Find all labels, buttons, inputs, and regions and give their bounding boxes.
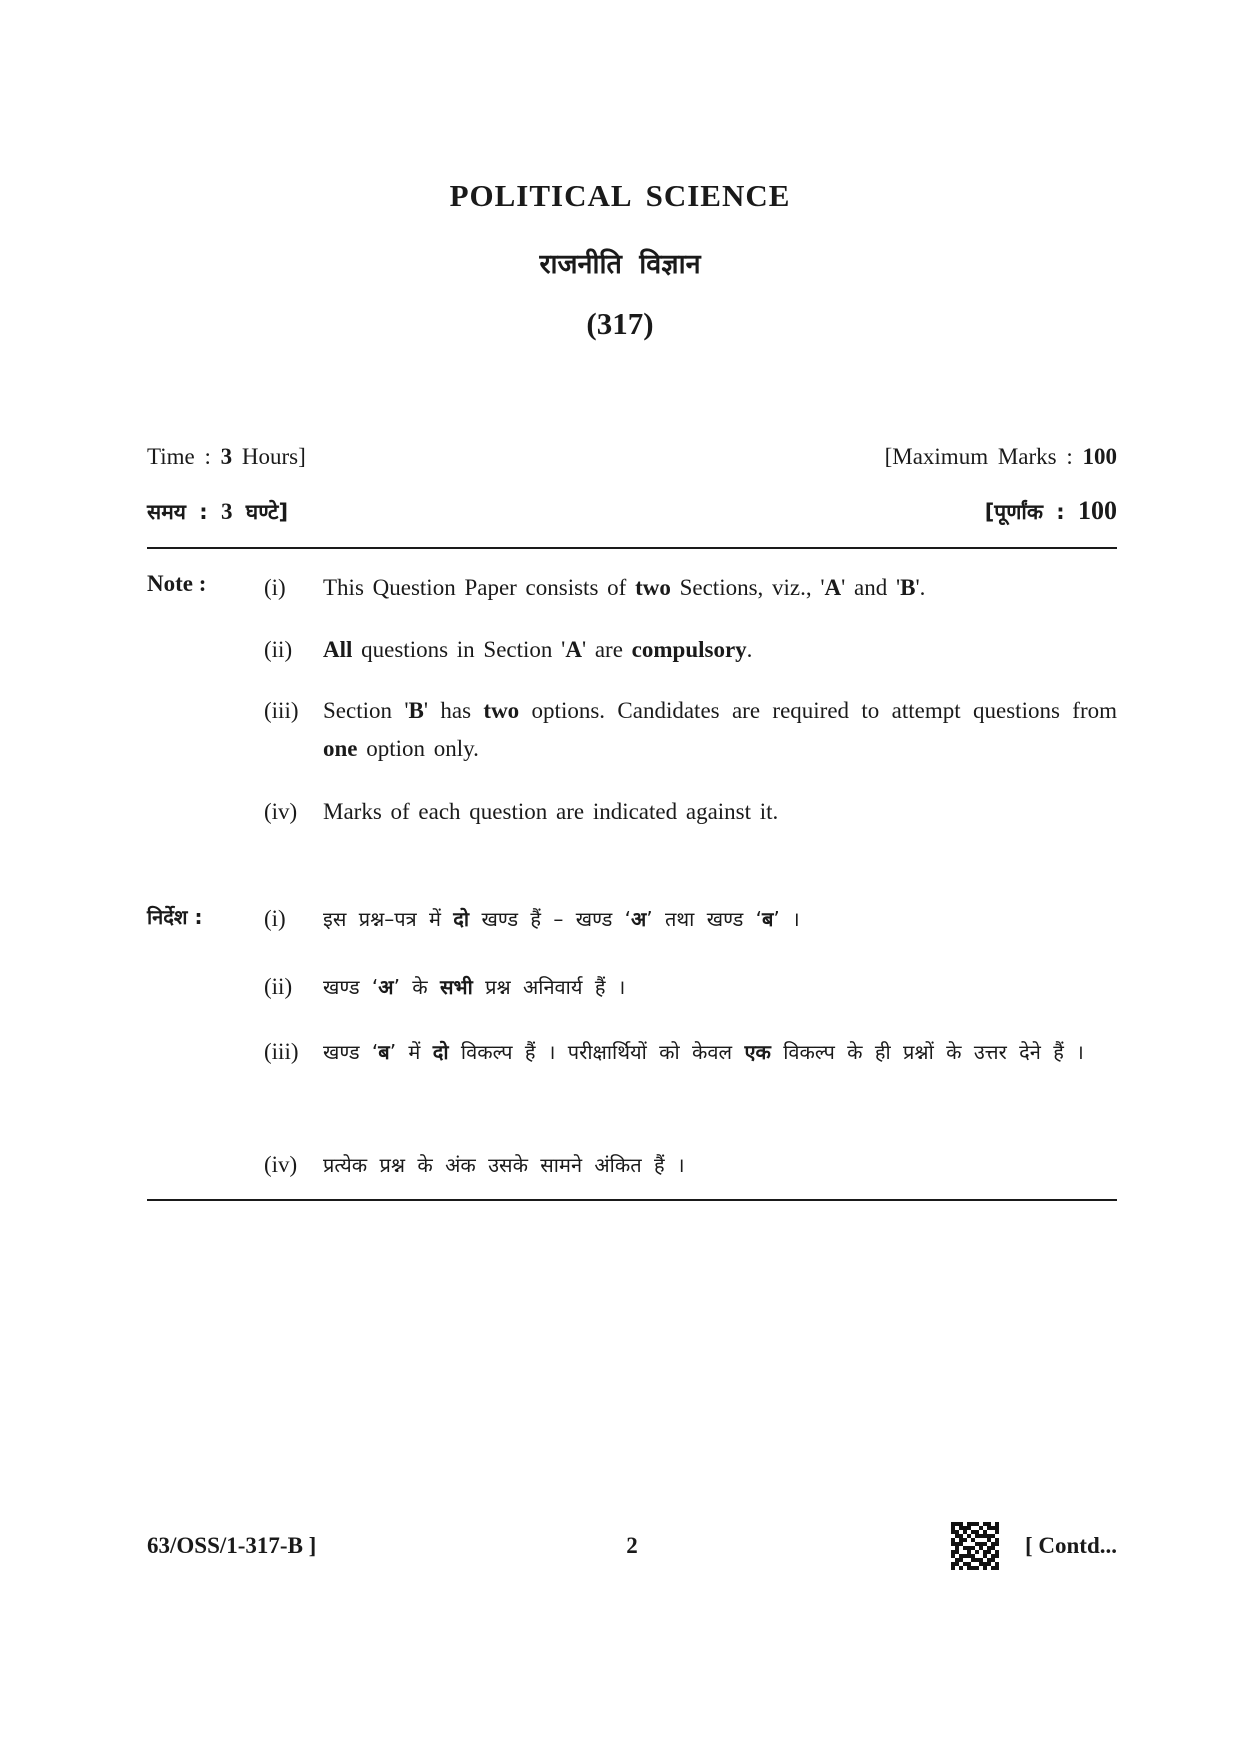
subject-title-english: POLITICAL SCIENCE (449, 178, 791, 213)
note-label: Note : (147, 571, 207, 596)
nirdesh-label: निर्देश : (147, 905, 203, 929)
nirdesh-item-3: (iii) खण्ड ‘ब’ में दो विकल्प हैं । परीक्षार्थियों को केवल एक विकल्प के ही प्रश्नों के उत्तर देने हैं । (264, 1039, 1084, 1064)
time-english: Time : 3 Hours] (147, 444, 306, 469)
meta-row-english (147, 444, 1117, 470)
page-footer (147, 1522, 1117, 1570)
max-marks-english: [Maximum Marks : 100 (884, 444, 1117, 469)
note-item-4: (iv) Marks of each question are indicated against it. (264, 799, 779, 824)
subject-title-hindi: राजनीति विज्ञान (539, 249, 701, 280)
note-item-3: (iii) Section 'B' has two options. Candidates are required to attempt questions from one option only. (264, 698, 1117, 761)
meta-row-hindi (147, 496, 1117, 526)
contd-label: [ Contd... (1024, 1533, 1117, 1558)
divider-bottom (147, 1199, 1117, 1201)
time-hindi: समय : 3 घण्टे] (147, 499, 289, 524)
nirdesh-item-4: (iv) प्रत्येक प्रश्न के अंक उसके सामने अंकित हैं । (264, 1152, 685, 1177)
page-number: 2 (626, 1533, 638, 1558)
paper-code: 63/OSS/1-317-B ] (147, 1533, 317, 1558)
divider-top (147, 547, 1117, 549)
nirdesh-item-2: (ii) खण्ड ‘अ’ के सभी प्रश्न अनिवार्य हैं । (264, 974, 626, 999)
nirdesh-item-1: (i) इस प्रश्न–पत्र में दो खण्ड हैं – खण्ड ‘अ’ तथा खण्ड ‘ब’ । (264, 906, 800, 931)
note-item-2: (ii) All questions in Section 'A' are compulsory. (264, 637, 753, 662)
subject-code: (317) (586, 306, 654, 341)
note-item-1: (i) This Question Paper consists of two Sections, viz., 'A' and 'B'. (264, 575, 926, 600)
max-marks-hindi: [पूर्णांक : 100 (984, 496, 1117, 525)
